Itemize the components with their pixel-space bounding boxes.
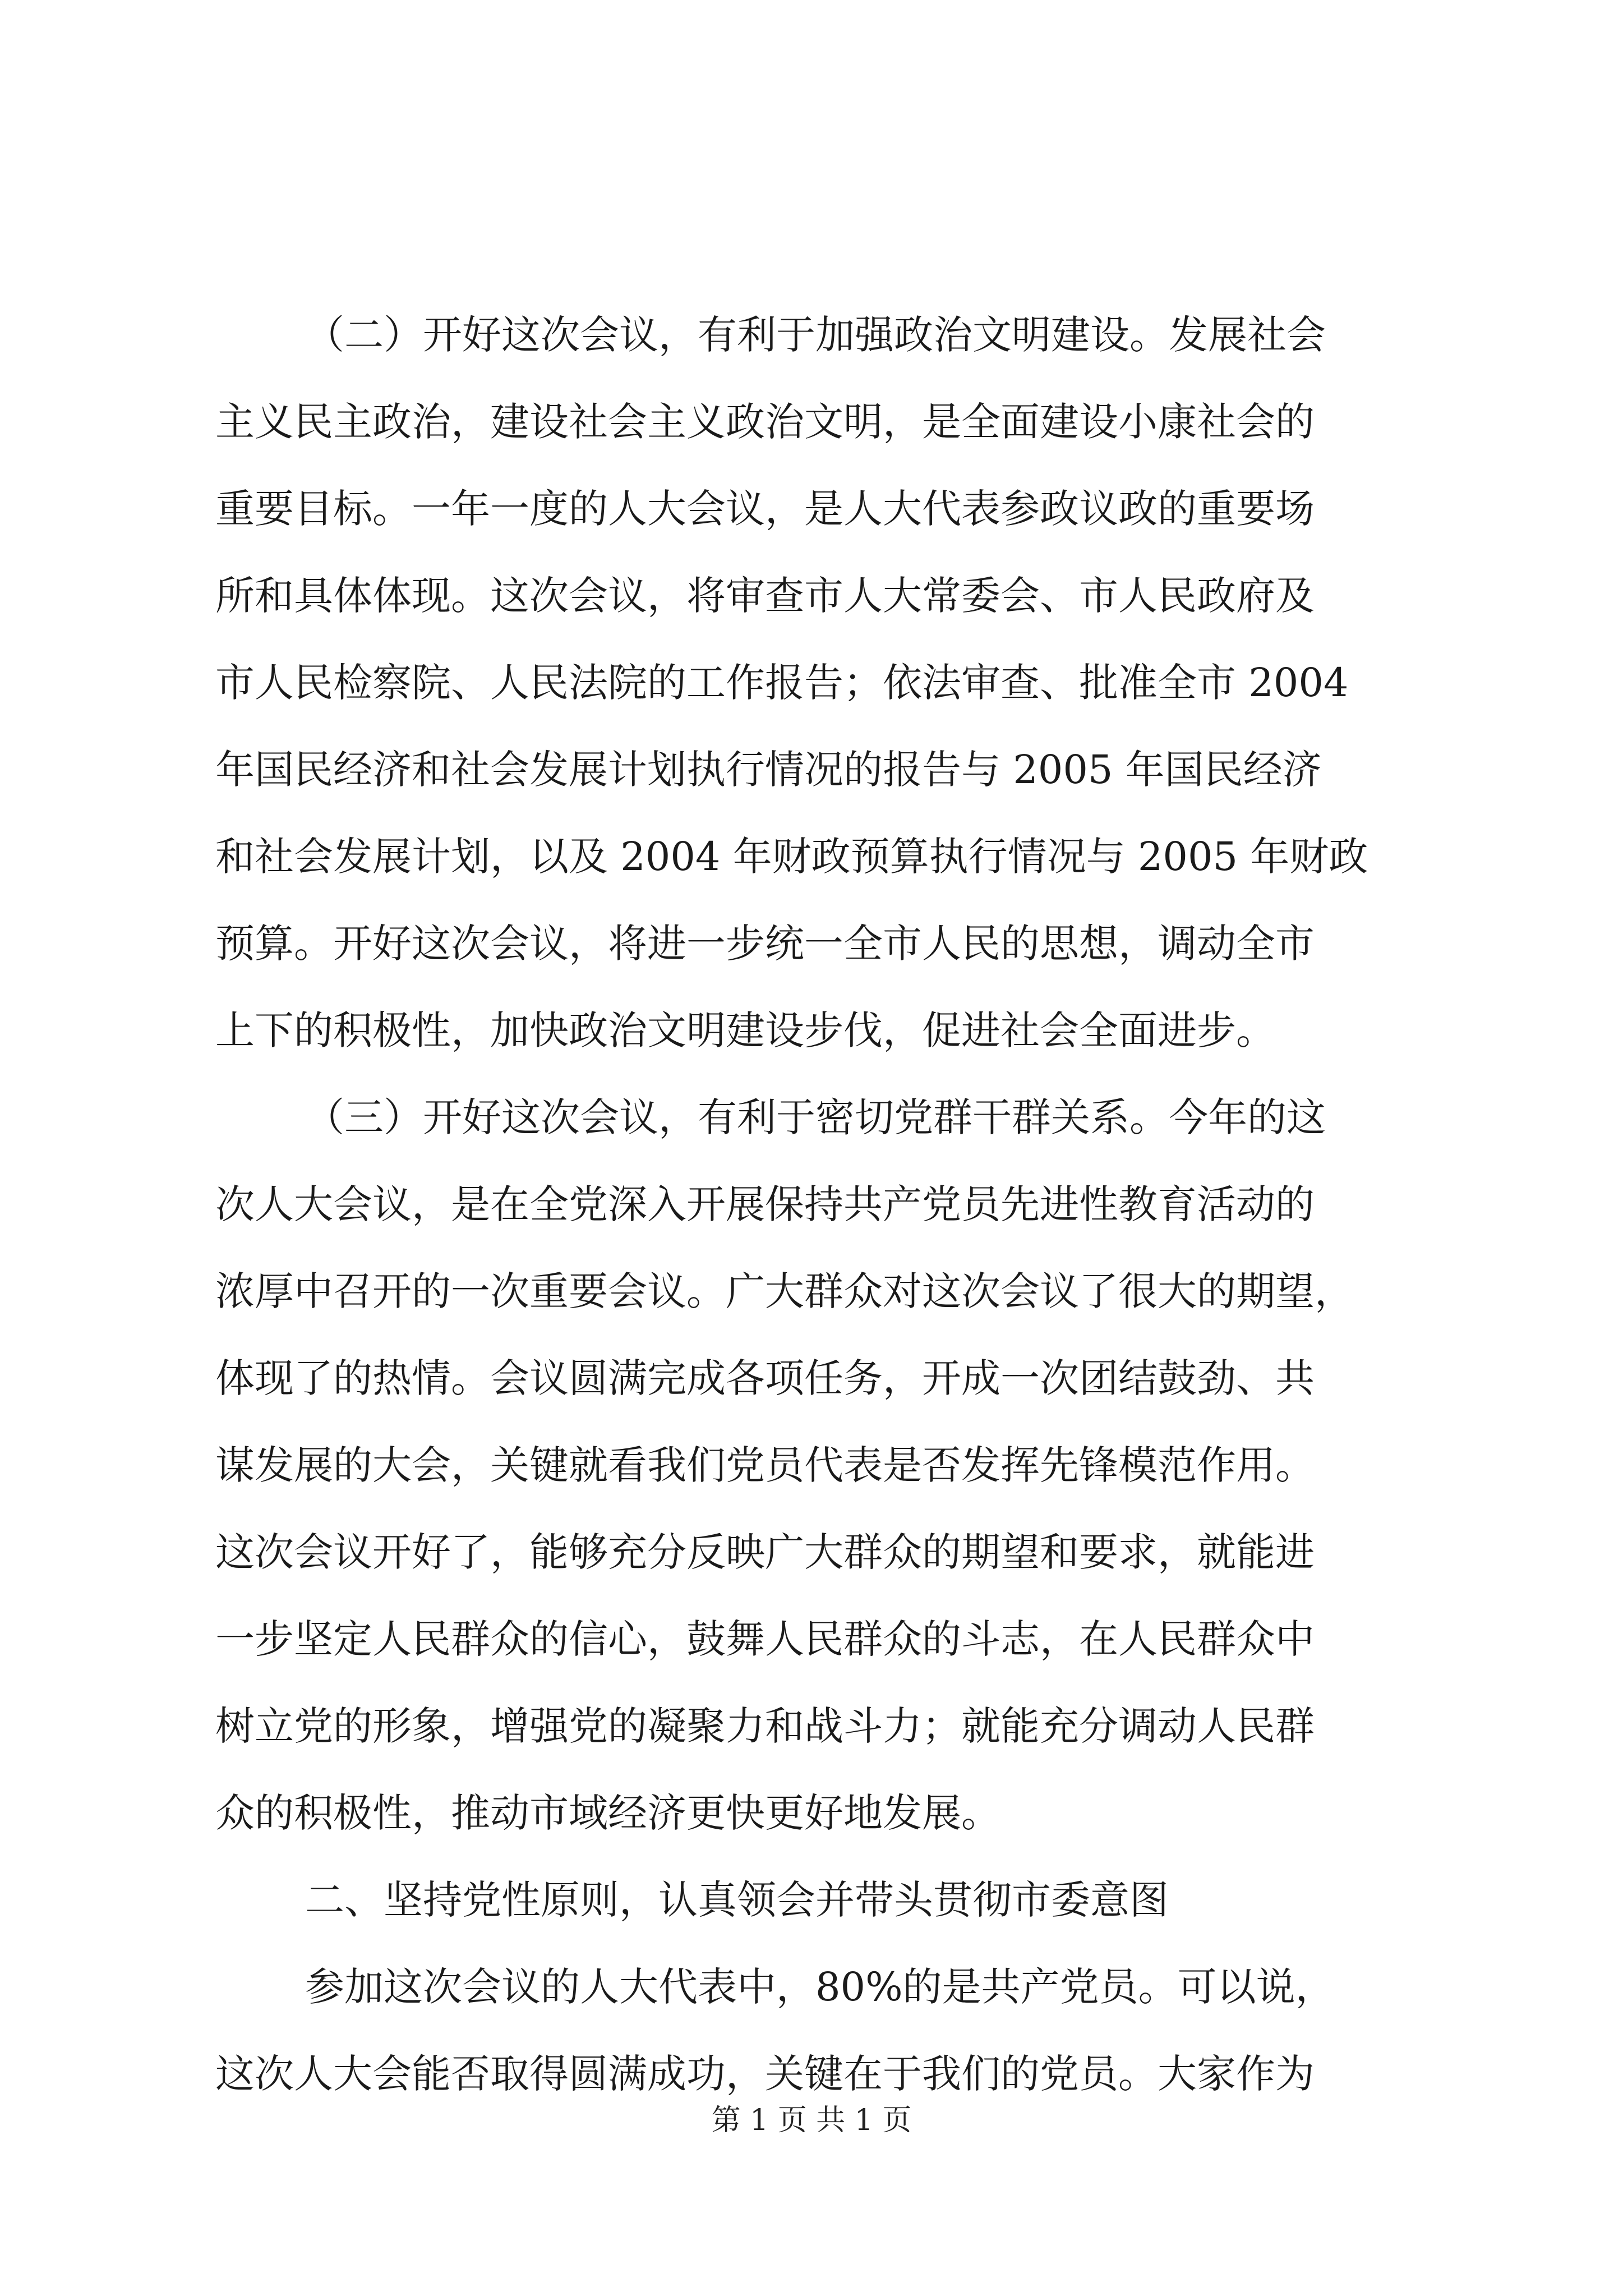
- text-line: 这次会议开好了，能够充分反映广大群众的期望和要求，就能进: [215, 1529, 1315, 1575]
- text-line: （三）开好这次会议，有利于密切党群干群关系。今年的这: [305, 1094, 1326, 1140]
- page-footer: 第 1 页 共 1 页: [711, 2104, 912, 2137]
- text-line: 参加这次会议的人大代表中，80%的是共产党员。可以说，: [305, 1964, 1335, 2010]
- text-line: 这次人大会能否取得圆满成功，关键在于我们的党员。大家作为: [215, 2051, 1315, 2097]
- text-line: 预算。开好这次会议，将进一步统一全市人民的思想，调动全市: [215, 921, 1315, 967]
- section-heading: 二、坚持党性原则，认真领会并带头贯彻市委意图: [305, 1877, 1169, 1923]
- text-line: 体现了的热情。会议圆满完成各项任务，开成一次团结鼓劲、共: [215, 1355, 1315, 1401]
- text-line: 树立党的形象，增强党的凝聚力和战斗力；就能充分调动人民群: [215, 1703, 1315, 1749]
- text-line: 一步坚定人民群众的信心，鼓舞人民群众的斗志，在人民群众中: [215, 1616, 1315, 1662]
- text-line: （二）开好这次会议，有利于加强政治文明建设。发展社会: [305, 312, 1326, 358]
- text-line: 谋发展的大会，关键就看我们党员代表是否发挥先锋模范作用。: [215, 1442, 1315, 1488]
- text-line: 主义民主政治，建设社会主义政治文明，是全面建设小康社会的: [215, 399, 1315, 445]
- text-line: 浓厚中召开的一次重要会议。广大群众对这次会议了很大的期望，: [215, 1268, 1354, 1314]
- text-line: 和社会发展计划，以及 2004 年财政预算执行情况与 2005 年财政: [215, 834, 1368, 880]
- text-line: 重要目标。一年一度的人大会议，是人大代表参政议政的重要场: [215, 486, 1315, 532]
- text-line: 所和具体体现。这次会议，将审查市人大常委会、市人民政府及: [215, 573, 1315, 619]
- document-body: [215, 292, 1410, 2118]
- text-line: 上下的积极性，加快政治文明建设步伐，促进社会全面进步。: [215, 1007, 1275, 1053]
- text-line: 众的积极性，推动市域经济更快更好地发展。: [215, 1790, 1000, 1836]
- text-line: 次人大会议，是在全党深入开展保持共产党员先进性教育活动的: [215, 1181, 1315, 1227]
- text-line: 市人民检察院、人民法院的工作报告；依法审查、批准全市 2004: [215, 660, 1349, 706]
- text-line: 年国民经济和社会发展计划执行情况的报告与 2005 年国民经济: [215, 747, 1322, 793]
